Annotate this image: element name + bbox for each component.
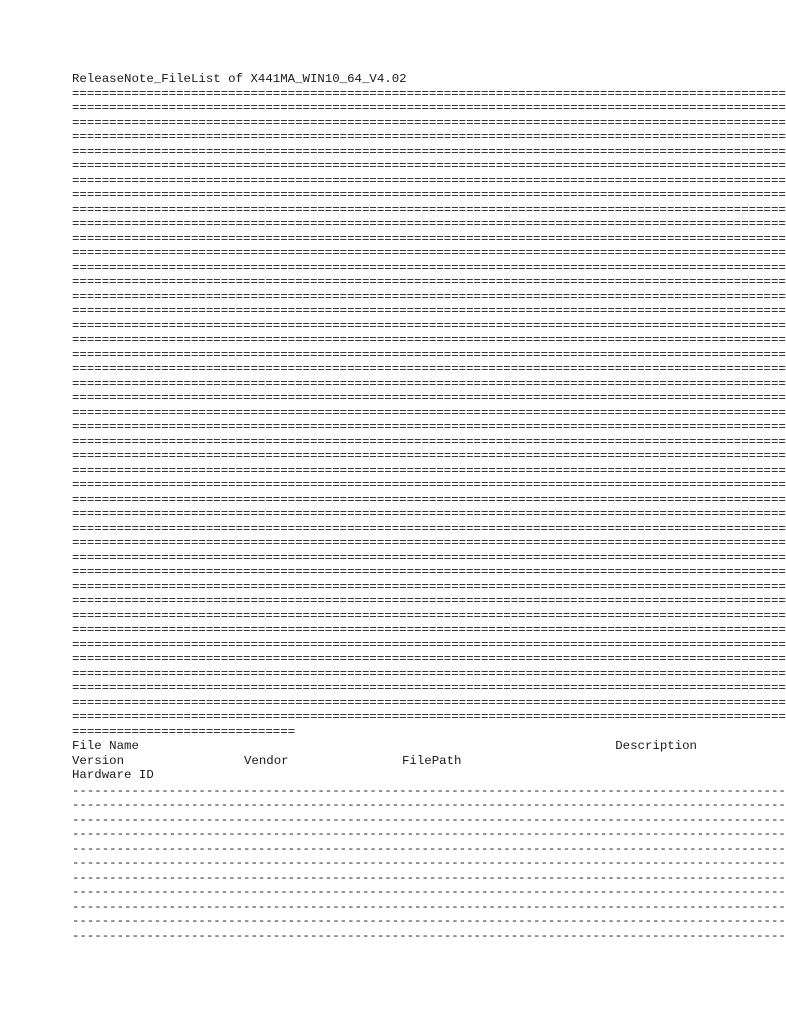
- double-rule-line: ================================================================================================: [72, 347, 786, 362]
- double-rule-line: ================================================================================================: [72, 623, 786, 637]
- column-vendor: Vendor: [244, 753, 289, 768]
- double-rule-line: ================================================================================================: [72, 594, 786, 608]
- single-rule-line: ------------------------------------------------------------------------------------------------: [72, 798, 786, 812]
- column-header-row-1: [72, 739, 712, 754]
- double-rule-line: ================================================================================================: [72, 217, 786, 231]
- double-rule-line: ================================================================================================: [72, 362, 786, 376]
- double-rule-line: ================================================================================================: [72, 289, 786, 304]
- double-rule-line: ================================================================================================: [72, 550, 786, 565]
- double-rule-line: ================================================================================================: [72, 420, 786, 434]
- double-rule-line: ================================================================================================: [72, 144, 786, 159]
- double-rule-line: ================================================================================================: [72, 637, 786, 652]
- single-rule-line: ------------------------------------------------------------------------------------------------: [72, 899, 786, 914]
- column-header-row-3: [72, 768, 712, 783]
- column-version: Version: [72, 753, 125, 768]
- document-title: ReleaseNote_FileList of X441MA_WIN10_64_V4.02: [72, 72, 407, 86]
- single-rule-line: ------------------------------------------------------------------------------------------------: [72, 856, 786, 870]
- double-rule-line: ================================================================================================: [72, 666, 786, 681]
- double-rule-line: ================================================================================================: [72, 333, 786, 347]
- double-rule-line: ================================================================================================: [72, 304, 786, 318]
- double-rule-line: ================================================================================================: [72, 246, 786, 260]
- double-rule-line: ================================================================================================: [72, 463, 786, 478]
- single-rule-line: ------------------------------------------------------------------------------------------------: [72, 783, 786, 798]
- double-rule-line: ================================================================================================: [72, 521, 786, 536]
- double-rule-line: ================================================================================================: [72, 565, 786, 579]
- single-rule-line: ------------------------------------------------------------------------------------------------: [72, 885, 786, 899]
- double-rule-line: ================================================================================================: [72, 159, 786, 173]
- double-rule-line: ================================================================================================: [72, 376, 786, 391]
- double-rule-line: ================================================================================================: [72, 130, 786, 144]
- single-rule-line: ------------------------------------------------------------------------------------------------: [72, 812, 786, 827]
- double-rule-line: ================================================================================================: [72, 434, 786, 449]
- double-rule-line: ================================================================================================: [72, 173, 786, 188]
- double-rule-line: ================================================================================================: [72, 86, 786, 101]
- double-rule-line: ================================================================================================: [72, 391, 786, 405]
- double-rule-line: ================================================================================================: [72, 492, 786, 507]
- double-rule-line: ================================================================================================: [72, 318, 786, 333]
- column-file-name: File Name: [72, 739, 139, 753]
- single-rule-line: ------------------------------------------------------------------------------------------------: [72, 870, 786, 885]
- column-file-path: FilePath: [402, 753, 462, 768]
- double-rule-line: ================================================================================================: [72, 275, 786, 289]
- document-page: [72, 72, 786, 943]
- double-rule-line: ================================================================================================: [72, 260, 786, 275]
- double-rule-line: ================================================================================================: [72, 478, 786, 492]
- double-rule-line: ================================================================================================: [72, 579, 786, 594]
- single-rule-line: ------------------------------------------------------------------------------------------------: [72, 841, 786, 856]
- double-rule-line: ================================================================================================: [72, 405, 786, 420]
- single-rule-line: ------------------------------------------------------------------------------------------------: [72, 914, 786, 928]
- double-rule-line: ================================================================================================: [72, 652, 786, 666]
- single-rule-line: ------------------------------------------------------------------------------------------------: [72, 827, 786, 841]
- double-rule-tail: ==============================: [72, 724, 296, 739]
- double-rule-line: ================================================================================================: [72, 695, 786, 710]
- double-rule-line: ================================================================================================: [72, 231, 786, 246]
- double-rule-block: [72, 86, 786, 725]
- double-rule-line: ================================================================================================: [72, 536, 786, 550]
- double-rule-line: ================================================================================================: [72, 449, 786, 463]
- double-rule-line: ================================================================================================: [72, 202, 786, 217]
- double-rule-line: ================================================================================================: [72, 608, 786, 623]
- double-rule-line: ================================================================================================: [72, 710, 786, 724]
- single-rule-block: [72, 783, 786, 944]
- double-rule-line: ================================================================================================: [72, 681, 786, 695]
- single-rule-line: ------------------------------------------------------------------------------------------------: [72, 928, 786, 943]
- column-description: Description: [615, 739, 697, 753]
- double-rule-line: ================================================================================================: [72, 507, 786, 521]
- column-header-row-2: [72, 754, 712, 769]
- double-rule-line: ================================================================================================: [72, 101, 786, 115]
- double-rule-line: ================================================================================================: [72, 115, 786, 130]
- double-rule-line: ================================================================================================: [72, 188, 786, 202]
- column-hardware-id: Hardware ID: [72, 768, 154, 782]
